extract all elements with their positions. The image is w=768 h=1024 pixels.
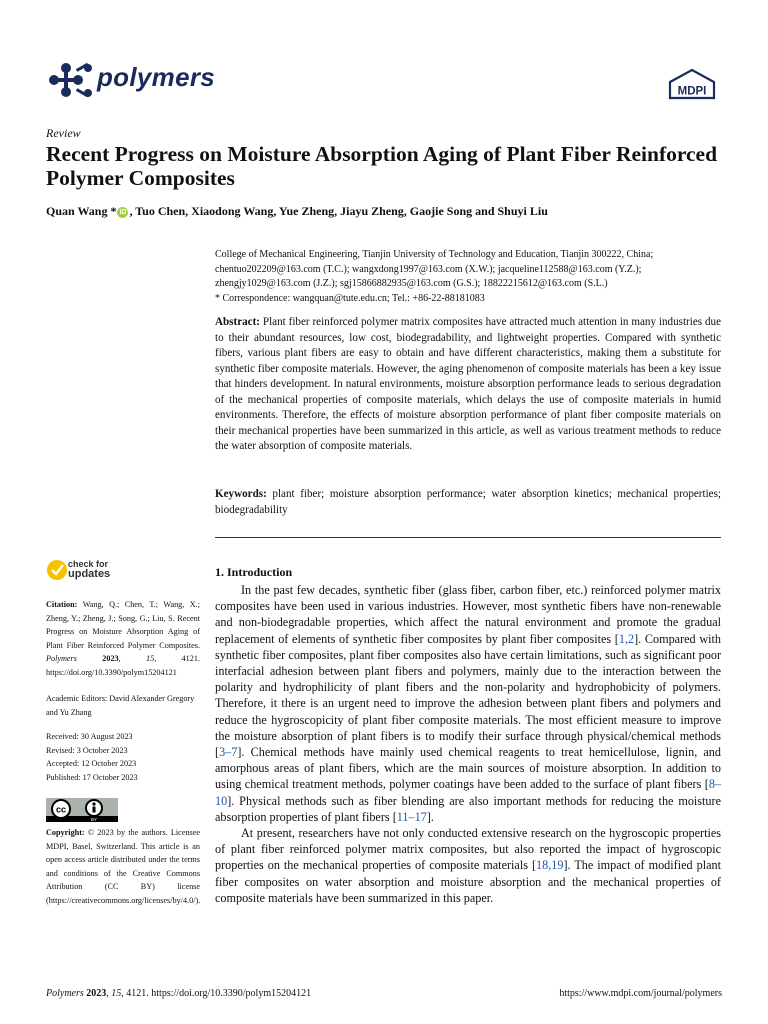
abstract bbox=[215, 315, 721, 455]
affiliation-block bbox=[215, 248, 725, 306]
author-list bbox=[46, 204, 726, 219]
received-date: Received: 30 August 2023 bbox=[46, 732, 133, 741]
co-authors: , Tuo Chen, Xiaodong Wang, Yue Zheng, Jiayu Zheng, Gaojie Song and Shuyi Liu bbox=[129, 204, 548, 218]
abstract-text: Plant fiber reinforced polymer matrix composites have attracted much attention in many industries due to their abundant resources, low cost, biodegradability, and lightweight properties. Compared with synthetic fibers, various plant fibers are easy to obtain and have different characteristics, making them a substitute for synthetic fiber composite materials. However, the aging phenomenon of composite materials has been a key issue that hinders development. In natural environments, moisture absorption performance leads to serious degradation of the mechanical properties of composite materials, which delays the use of composite materials in humid environments. Therefore, the effects of moisture absorption performance of plant fiber composite materials on their mechanical properties have been summarized in this article, as well as various treatment methods to reduce the water absorption of composite materials. bbox=[215, 316, 721, 452]
citation-link[interactable]: 18,19 bbox=[536, 858, 564, 873]
citation-text: Wang, Q.; Chen, T.; Wang, X.; Zheng, Y.; Zheng, J.; Song, G.; Liu, S. Recent Progress on Moisture Absorption Aging of Plant Fiber Reinforced Polymer Composites. bbox=[46, 600, 200, 650]
accepted-date: Accepted: 12 October 2023 bbox=[46, 759, 137, 768]
paragraph bbox=[215, 825, 721, 906]
footer-citation: Polymers 2023, 15, 4121. https://doi.org/10.3390/polym15204121 bbox=[46, 988, 312, 999]
affiliation: College of Mechanical Engineering, Tianjin University of Technology and Education, Tianjin 300222, China; chentuo202209@163.com (T.C.); wangxdong1997@163.com (X.W.); jacqueline112588@163.com (Y.Z.); zhengjy1029@163.com (J.Z.); sgj15866882935@163.com (G.S.); 18822215612@163.com (S.L.) bbox=[215, 249, 654, 289]
text-run: In the past few decades, synthetic fiber (glass fiber, carbon fiber, etc.) reinforced polymer matrix composites have been used in various industries. However, most synthetic fibers have non-renewable and non-biodegradable properties, which affect the natural environment and promote the gradual replacement of elements of synthetic fiber composites by plant fiber composites [ bbox=[215, 583, 721, 646]
article-title: Recent Progress on Moisture Absorption Aging of Plant Fiber Reinforced Polymer Composites bbox=[46, 142, 718, 190]
polymers-logo-icon bbox=[46, 60, 94, 102]
text-run: At present, researchers have not only conducted extensive research on the hygroscopic properties of plant fiber reinforced polymer matrix composites, but also reported the impact of hygroscopic properties on the mechanical properties of composite materials [ bbox=[215, 826, 721, 873]
keywords bbox=[215, 487, 721, 518]
citation-doi[interactable]: , 4121. https://doi.org/10.3390/polym15204121 bbox=[46, 654, 200, 677]
keywords-text: plant fiber; moisture absorption performance; water absorption kinetics; mechanical properties; biodegradability bbox=[215, 488, 721, 516]
mdpi-logo-icon bbox=[664, 68, 720, 104]
text-run: ]. The impact of modified plant fiber composites on water absorption and moisture absorption and the mechanical properties of composite materials have been summarized in this paper. bbox=[215, 858, 721, 905]
keywords-label: Keywords: bbox=[215, 488, 267, 500]
copyright-label: Copyright: bbox=[46, 828, 85, 837]
corresponding-author[interactable]: Quan Wang * bbox=[46, 204, 117, 218]
citation-link[interactable]: 8–10 bbox=[215, 777, 721, 808]
mdpi-logo-text: MDPI bbox=[677, 85, 707, 98]
citation-volume: 15 bbox=[146, 654, 155, 663]
citation-block: Citation: Wang, Q.; Chen, T.; Wang, X.; Zheng, Y.; Zheng, J.; Song, G.; Liu, S. Recent Progress on Moisture Absorption Aging of Plant Fiber Reinforced Polymer Composites. Polymers 2023, 15, 4121. https://doi.org/10.3390/polym15204121 bbox=[46, 600, 200, 677]
paragraph bbox=[215, 582, 721, 825]
text-run: ]. Chemical methods have mainly used chemical reagents to treat hemicellulose, lignin, and amorphous areas of plant fibers, which are the main sources of moisture absorption. In addition to using chemical treatment methods, polymer coatings have been added to the surface of plant fibers [ bbox=[215, 745, 721, 792]
revised-date: Revised: 3 October 2023 bbox=[46, 745, 128, 755]
text-run: ]. Physical methods such as fiber blending are also important methods for reducing the moisture absorption properties of plant fibers [ bbox=[215, 793, 721, 824]
orcid-icon[interactable]: iD bbox=[119, 209, 127, 216]
check-for-label: check for bbox=[68, 559, 109, 569]
article-type: Review bbox=[46, 126, 81, 140]
correspondence: * Correspondence: wangquan@tute.edu.cn; Tel.: +86-22-88181083 bbox=[215, 292, 485, 304]
svg-text:BY: BY bbox=[90, 817, 98, 822]
introduction-body bbox=[215, 582, 721, 906]
journal-url[interactable]: https://www.mdpi.com/journal/polymers bbox=[559, 988, 722, 999]
academic-editors: Academic Editors: David Alexander Gregory and Yu Zhang bbox=[46, 694, 195, 717]
text-run: ]. bbox=[426, 809, 434, 824]
copyright-block bbox=[46, 826, 200, 907]
svg-text:cc: cc bbox=[55, 804, 67, 815]
citation-label: Citation: bbox=[46, 600, 78, 609]
copyright-text: © 2023 by the authors. Licensee MDPI, Basel, Switzerland. This article is an open access article distributed under the terms and conditions of the Creative Commons Attribution (CC BY) license (https://creativecommons.org/licenses/by/4.0/). bbox=[46, 828, 201, 905]
section-heading: 1. Introduction bbox=[215, 565, 293, 579]
footer-year: 2023 bbox=[86, 988, 107, 999]
text-run: ]. Compared with synthetic fiber composites, plant fiber composites also have certain limitations, such as significant poor interfacial adhesion between plant fibers and polymers, mainly due to the interaction between the polarity and hydrophilicity of plant fibers and the non-polarity and hydrophobicity of polymers. Therefore, it there is an urgent need to improve the adhesion between plant fibers and polymers and reduce the hygroscopicity of plant fiber composite materials. The most efficient measure to improve the moisture absorption of plant fibers is to modify their surface through physical/chemical methods [ bbox=[215, 631, 721, 760]
cc-by-license-icon[interactable] bbox=[46, 798, 118, 822]
section-divider bbox=[215, 537, 721, 538]
updates-label: updates bbox=[68, 568, 111, 580]
citation-link[interactable]: 11–17 bbox=[396, 809, 427, 824]
dates-block bbox=[46, 730, 200, 784]
citation-year: 2023 bbox=[102, 654, 119, 663]
citation-journal: Polymers bbox=[46, 654, 77, 663]
footer-doi[interactable]: , 4121. https://doi.org/10.3390/polym15204121 bbox=[121, 988, 312, 999]
footer-volume: 15 bbox=[111, 988, 122, 999]
published-date: Published: 17 October 2023 bbox=[46, 772, 138, 782]
citation-link[interactable]: 3–7 bbox=[219, 745, 238, 760]
check-for-updates-label[interactable] bbox=[68, 559, 110, 579]
journal-name: polymers bbox=[97, 62, 216, 92]
abstract-label: Abstract: bbox=[215, 316, 260, 328]
citation-link[interactable]: 1,2 bbox=[618, 631, 635, 646]
footer-journal: Polymers bbox=[46, 988, 84, 999]
